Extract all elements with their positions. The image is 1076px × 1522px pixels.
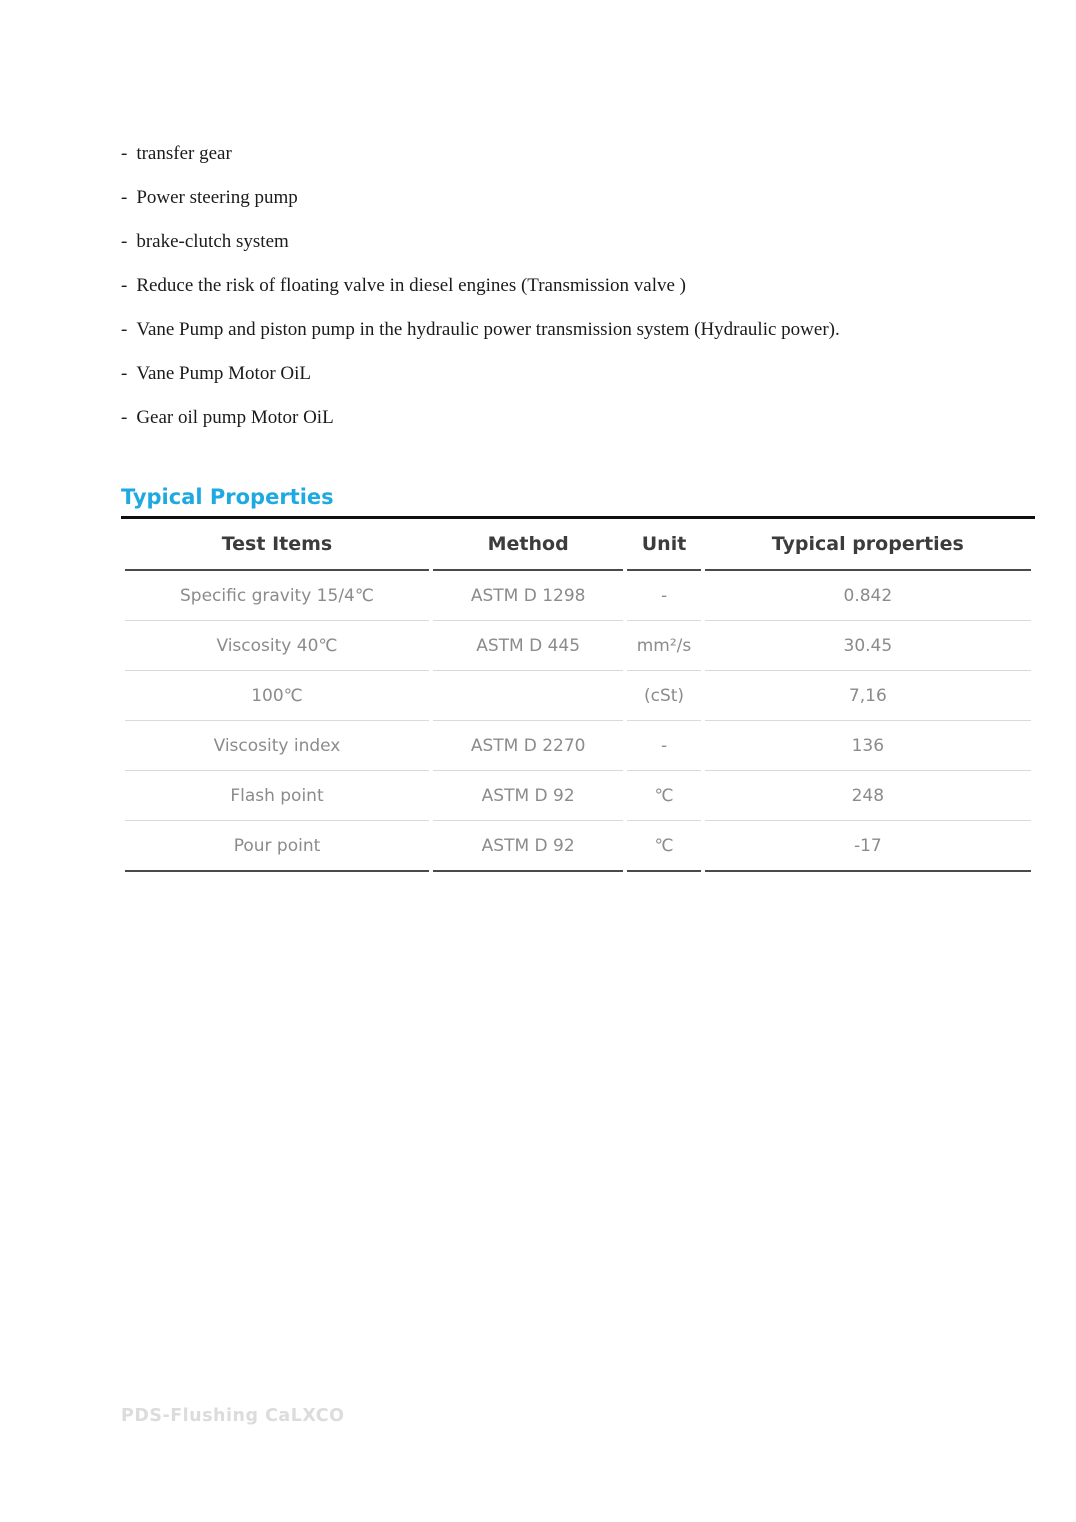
list-bullet: - xyxy=(121,187,128,208)
typical-properties-section xyxy=(121,484,1035,872)
table-row xyxy=(125,821,1031,872)
cell-unit: (cSt) xyxy=(627,671,700,721)
list-bullet: - xyxy=(121,143,128,164)
cell-method xyxy=(433,671,623,721)
cell-test-item: Flash point xyxy=(125,771,429,821)
applications-list xyxy=(121,132,840,440)
list-item xyxy=(121,264,840,308)
cell-method: ASTM D 1298 xyxy=(433,571,623,621)
cell-method: ASTM D 92 xyxy=(433,821,623,872)
properties-table xyxy=(121,519,1035,872)
list-bullet: - xyxy=(121,363,128,384)
list-item-text: Reduce the risk of floating valve in diesel engines (Transmission valve ) xyxy=(136,275,686,296)
cell-test-item: Viscosity 40℃ xyxy=(125,621,429,671)
cell-value: 0.842 xyxy=(705,571,1031,621)
list-item-text: brake-clutch system xyxy=(136,231,289,252)
header-method: Method xyxy=(433,519,623,571)
table-header xyxy=(125,519,1031,571)
cell-test-item: Pour point xyxy=(125,821,429,872)
cell-value: -17 xyxy=(705,821,1031,872)
table-row xyxy=(125,671,1031,721)
table-row xyxy=(125,771,1031,821)
table-row xyxy=(125,571,1031,621)
cell-unit: mm²/s xyxy=(627,621,700,671)
list-bullet: - xyxy=(121,319,128,340)
list-item xyxy=(121,352,840,396)
list-bullet: - xyxy=(121,275,128,296)
cell-test-item: 100℃ xyxy=(125,671,429,721)
cell-value: 7,16 xyxy=(705,671,1031,721)
cell-value: 136 xyxy=(705,721,1031,771)
cell-unit: ℃ xyxy=(627,771,700,821)
header-typical-properties: Typical properties xyxy=(705,519,1031,571)
table-body xyxy=(125,571,1031,872)
cell-unit: - xyxy=(627,721,700,771)
cell-test-item: Specific gravity 15/4℃ xyxy=(125,571,429,621)
list-item xyxy=(121,132,840,176)
list-item-text: Vane Pump and piston pump in the hydraulic power transmission system (Hydraulic power). xyxy=(136,319,840,340)
cell-value: 248 xyxy=(705,771,1031,821)
header-unit: Unit xyxy=(627,519,700,571)
cell-unit: - xyxy=(627,571,700,621)
list-item-text: Vane Pump Motor OiL xyxy=(136,363,312,384)
cell-method: ASTM D 92 xyxy=(433,771,623,821)
table-row xyxy=(125,721,1031,771)
table-header-row xyxy=(125,519,1031,571)
section-title: Typical Properties xyxy=(121,484,1035,519)
cell-method: ASTM D 445 xyxy=(433,621,623,671)
list-bullet: - xyxy=(121,407,128,428)
cell-value: 30.45 xyxy=(705,621,1031,671)
list-item-text: transfer gear xyxy=(136,143,232,164)
list-item xyxy=(121,176,840,220)
list-item-text: Power steering pump xyxy=(136,187,298,208)
list-item xyxy=(121,308,840,352)
list-item-text: Gear oil pump Motor OiL xyxy=(136,407,334,428)
list-item xyxy=(121,396,840,440)
list-item xyxy=(121,220,840,264)
cell-method: ASTM D 2270 xyxy=(433,721,623,771)
cell-unit: ℃ xyxy=(627,821,700,872)
list-bullet: - xyxy=(121,231,128,252)
table-row xyxy=(125,621,1031,671)
header-test-items: Test Items xyxy=(125,519,429,571)
cell-test-item: Viscosity index xyxy=(125,721,429,771)
document-footer-label: PDS-Flushing CaLXCO xyxy=(121,1406,345,1426)
